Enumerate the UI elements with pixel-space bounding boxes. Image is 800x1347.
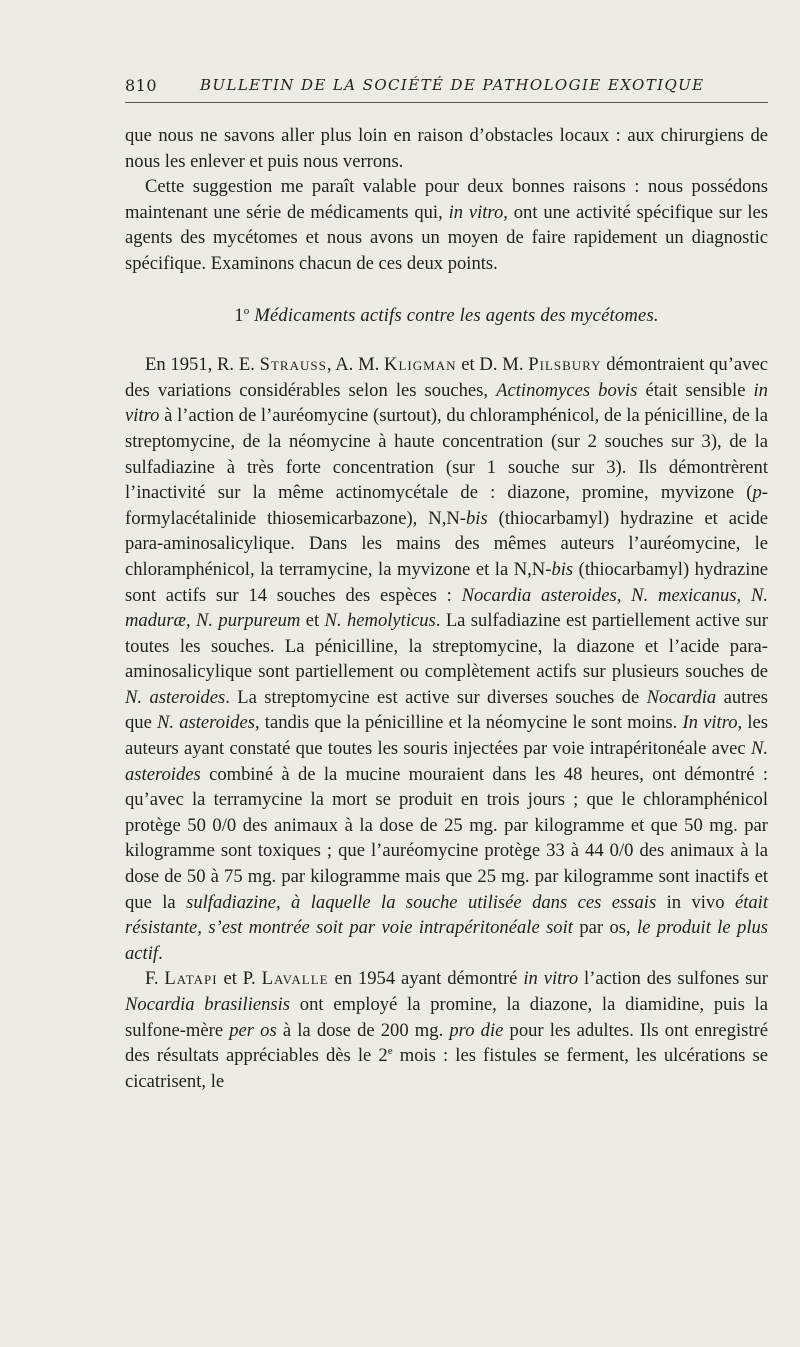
italic-run: bis [551, 558, 574, 580]
italic-run: In vitro [682, 712, 738, 734]
species-name: N. hemolyticus [324, 610, 436, 632]
superscript: e [387, 1045, 393, 1058]
text-run: était sensible [637, 379, 754, 401]
section-number-sup: o [243, 304, 250, 317]
paragraph-4 [125, 966, 768, 1094]
text-run: l’action des sulfones sur [578, 968, 768, 990]
paragraph-1: que nous ne savons aller plus loin en raison d’obstacles locaux : aux chirurgiens de nous les enlever et puis nous verrons. [125, 125, 768, 172]
text-run: (thiocarbamyl) hydrazine sont actifs sur 14 souches des espèces : [125, 558, 768, 606]
species-name: N. asteroides [125, 738, 768, 785]
species-name: Actinomyces bovis [496, 379, 638, 401]
author-name: Strauss [259, 354, 327, 376]
italic-run: per os [229, 1019, 277, 1041]
text-run: et D. M. [456, 354, 529, 376]
author-name: Kligman [384, 354, 457, 376]
text-run: mois : les fistules se ferment, les ulcérations se cicatrisent, le [125, 1045, 768, 1092]
text-run: (thiocarbamyl) hydrazine et acide para-aminosalicylique. Dans les mains des mêmes auteurs l’auréomycine, le chloramphénicol, la terramycine, la myvizone et la N,N- [125, 507, 768, 580]
text-run: combiné à de la mucine mouraient dans les 48 heures, ont démontré : qu’avec la terramycine la mort se produit en trois jours ; que le chloramphénicol protège 50 0/0 des animaux à la dose de 25 mg. par kilogramme et que 50 mg. par kilogramme sont toxiques ; que l’auréomycine protège 33 à 44 0/0 des animaux à la dose de 50 à 75 mg. par kilogramme mais que 25 mg. par kilogramme sont inactifs et que la [125, 763, 768, 913]
text-run: , tandis que la pénicilline et la néomycine le sont moins. [254, 712, 683, 734]
species-name: N. asteroides [157, 712, 255, 734]
text-run: . La sulfadiazine est partiellement active sur toutes les souches. La pénicilline, la streptomycine, la diazone et l’acide para-aminosalicylique sont partiellement ou complètement actifs sur plusieurs souches de [125, 610, 769, 683]
italic-run: p [752, 482, 762, 504]
paragraph-2 [125, 174, 768, 276]
species-name: N. asteroides [125, 686, 226, 708]
text-run: et [300, 610, 325, 632]
text-run: F. [145, 968, 165, 990]
italic-run: pro die [449, 1019, 504, 1041]
species-name: Nocardia brasiliensis [125, 994, 291, 1015]
page-number: 810 [125, 76, 158, 95]
text-run: démontraient qu’avec des variations considérables selon les souches, [125, 354, 768, 401]
body-text [125, 123, 768, 1094]
text-run: en 1954 ayant démontré [328, 968, 524, 990]
text-run: et P. [217, 968, 262, 990]
text-run: , ont une activité spécifique sur les agents des mycétomes et nous avons un moyen de faire rapidement un diagnostic spécifique. Examinons chacun de ces deux points. [125, 201, 768, 274]
text-run: Cette suggestion me paraît valable pour deux bonnes raisons : nous possédons maintenant une série de médicaments qui, [125, 176, 768, 223]
italic-run: in vitro [448, 201, 504, 223]
text-run: ont employé la promine, la diazone, la diamidine, puis la sulfone-mère [125, 994, 768, 1041]
running-title: BULLETIN DE LA SOCIÉTÉ DE PATHOLOGIE EXOTIQUE [200, 76, 705, 94]
text-run: En 1951, R. E. [145, 354, 260, 376]
page-header [125, 76, 768, 103]
text-run: . La streptomycine est active sur diverses souches de [225, 686, 647, 708]
text-run: à l’action de l’auréomycine (surtout), du chloramphénicol, de la pénicilline, de la streptomycine, de la néomycine à haute concentration (sur 2 souches sur 3), de la sulfadiazine à très forte concentration (sur 1 souche sur 3). Ils démontrèrent l’inactivité sur la même actinomycétale de : diazone, promine, myvizone ( [125, 405, 768, 504]
author-name: Pilsbury [528, 354, 602, 376]
text-run: , les auteurs ayant constaté que toutes les souris injectées par voie intrapéritonéale avec [125, 712, 769, 760]
italic-run: le produit le plus actif [125, 917, 769, 964]
italic-run: sulfadiazine, à laquelle la souche utilisée dans ces essais [186, 891, 657, 913]
text-run: -formylacétalinide thiosemicarbazone), N,N- [125, 482, 768, 529]
author-name: Latapi [164, 968, 218, 990]
italic-run: était résistante, s’est montrée soit par voie intrapéritonéale soit [125, 891, 769, 939]
text-run: in vivo [656, 891, 735, 913]
section-number: 1 [234, 304, 244, 326]
text-run: , A. M. [326, 354, 385, 376]
section-heading [125, 303, 768, 329]
species-name: Nocardia [646, 686, 717, 708]
text-run: autres que [125, 686, 769, 734]
text-run: à la dose de 200 mg. [276, 1019, 450, 1041]
text-run: . [158, 942, 163, 964]
text-run: par os, [572, 917, 637, 939]
italic-run: bis [466, 507, 488, 529]
species-name: Nocardia asteroides, N. mexicanus, N. maduræ, N. purpureum [125, 584, 768, 632]
paragraph-3 [125, 352, 768, 966]
text-run: pour les adultes. Ils ont enregistré des résultats appréciables dès le 2 [125, 1019, 768, 1067]
italic-run: in vitro [523, 968, 579, 990]
section-title: Médicaments actifs contre les agents des mycétomes. [249, 304, 659, 326]
author-name: Lavalle [261, 968, 329, 990]
italic-run: in vitro [125, 379, 768, 427]
